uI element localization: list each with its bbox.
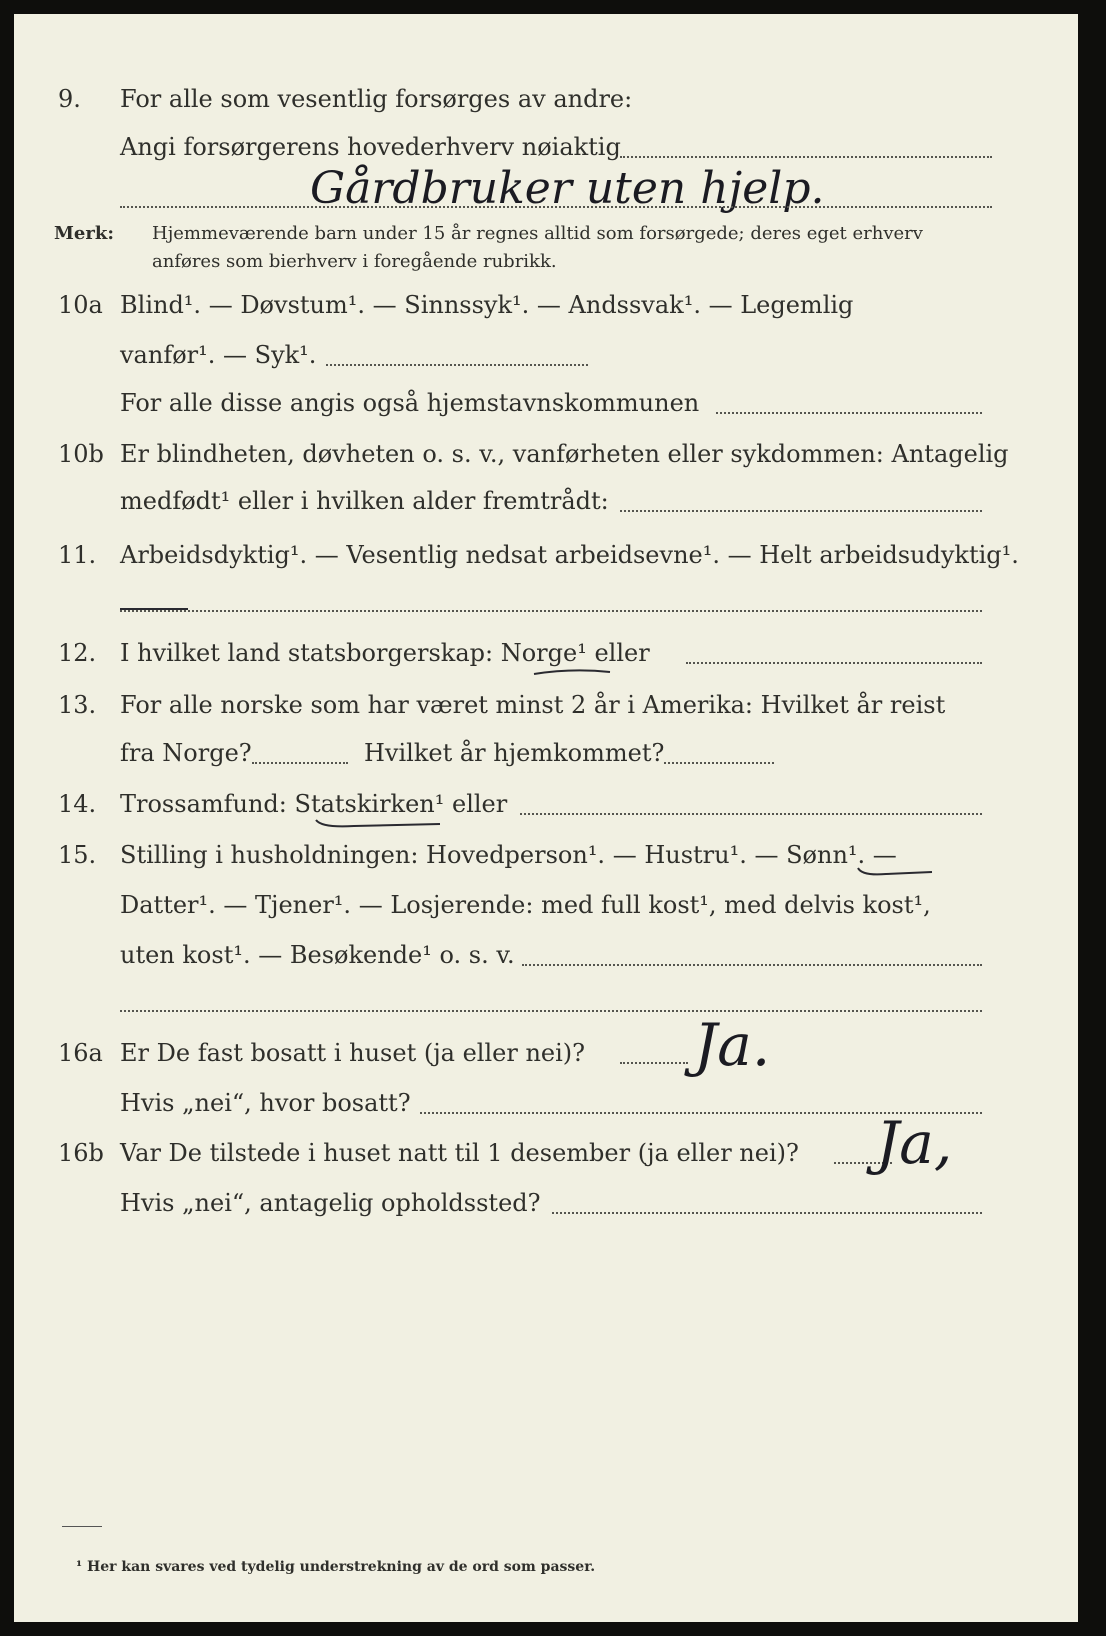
q13-text-1: For alle norske som har været minst 2 år i Amerika: Hvilket år reist: [120, 691, 946, 719]
q9-handwritten-answer: Gårdbruker uten hjelp.: [310, 163, 825, 214]
q11-text: Arbeidsdyktig¹. — Vesentlig nedsat arbeidsevne¹. — Helt arbeidsudyktig¹.: [120, 541, 1019, 569]
q16a-number: 16a: [58, 1039, 103, 1067]
q16a-handwritten-answer: Ja.: [694, 1011, 771, 1079]
q13-reist-label: fra Norge?: [120, 739, 252, 767]
q15-text-1: Stilling i husholdningen: Hovedperson¹. — Hustru¹. — Sønn¹. —: [120, 841, 897, 869]
q13-hjemkommet-label: Hvilket år hjemkommet?: [364, 739, 665, 767]
q16a-answer-field[interactable]: [620, 1062, 688, 1064]
q11-underline-mark: [120, 606, 190, 612]
q15-dotted-field[interactable]: [522, 964, 982, 966]
q16b-opholdssted-field[interactable]: [552, 1212, 982, 1214]
merk-text-1: Hjemmeværende barn under 15 år regnes alltid som forsørgede; deres eget erhverv: [152, 223, 923, 244]
q15-text-3: uten kost¹. — Besøkende¹ o. s. v.: [120, 941, 515, 969]
q16b-text-1: Var De tilstede i huset natt til 1 desember (ja eller nei)?: [120, 1139, 799, 1167]
merk-text-2: anføres som bierhverv i foregående rubrikk.: [152, 251, 557, 272]
q15-extra-dotted-line: [120, 1010, 982, 1012]
q10a-syk-field[interactable]: [326, 364, 588, 366]
q14-trossamfund-field[interactable]: [520, 813, 982, 815]
q13-reist-field[interactable]: [252, 762, 348, 764]
q12-country-field[interactable]: [686, 662, 982, 664]
q12-norge-underline: [532, 668, 612, 678]
q14-number: 14.: [58, 790, 97, 818]
q15-sonn-underline: [856, 866, 936, 878]
q10b-text-1: Er blindheten, døvheten o. s. v., vanførheten eller sykdommen: Antagelig: [120, 440, 1009, 468]
q10a-number: 10a: [58, 291, 103, 319]
q14-text: Trossamfund: Statskirken¹ eller: [120, 790, 508, 818]
census-form-page: [14, 14, 1078, 1622]
q16b-number: 16b: [58, 1139, 104, 1167]
q9-text: For alle som vesentlig forsørges av andre:: [120, 85, 633, 113]
q10b-text-2: medfødt¹ eller i hvilken alder fremtrådt:: [120, 487, 609, 515]
q16b-text-2: Hvis „nei“, antagelig opholdssted?: [120, 1189, 541, 1217]
footnote-text: ¹ Her kan svares ved tydelig understrekning av de ord som passer.: [76, 1559, 596, 1575]
q15-text-2: Datter¹. — Tjener¹. — Losjerende: med full kost¹, med delvis kost¹,: [120, 891, 931, 919]
q16b-handwritten-answer: Ja,: [876, 1109, 953, 1177]
q10a-text-1: Blind¹. — Døvstum¹. — Sinnssyk¹. — Andssvak¹. — Legemlig: [120, 291, 854, 319]
q11-number: 11.: [58, 541, 97, 569]
q14-statskirken-underline: [314, 816, 444, 830]
q13-hjemkommet-field[interactable]: [664, 762, 774, 764]
q9-number: 9.: [58, 85, 81, 113]
q9-prompt: Angi forsørgerens hovederhverv nøiaktig: [120, 133, 621, 161]
q10b-number: 10b: [58, 440, 104, 468]
q16a-text-1: Er De fast bosatt i huset (ja eller nei)?: [120, 1039, 586, 1067]
q10a-text-3: For alle disse angis også hjemstavnskommunen: [120, 389, 700, 417]
q10a-text-2: vanfør¹. — Syk¹.: [120, 341, 317, 369]
q16a-text-2: Hvis „nei“, hvor bosatt?: [120, 1089, 411, 1117]
q11-dotted-line: [120, 610, 982, 612]
merk-label: Merk:: [54, 223, 114, 244]
q13-number: 13.: [58, 691, 97, 719]
q9-dotted-field[interactable]: [620, 156, 992, 158]
q15-number: 15.: [58, 841, 97, 869]
q12-text: I hvilket land statsborgerskap: Norge¹ eller: [120, 639, 650, 667]
q10a-kommune-field[interactable]: [716, 412, 982, 414]
q9-answer-dotted-line: [120, 206, 992, 208]
q12-number: 12.: [58, 639, 97, 667]
footnote-rule: [62, 1526, 102, 1527]
q10b-alder-field[interactable]: [620, 510, 982, 512]
